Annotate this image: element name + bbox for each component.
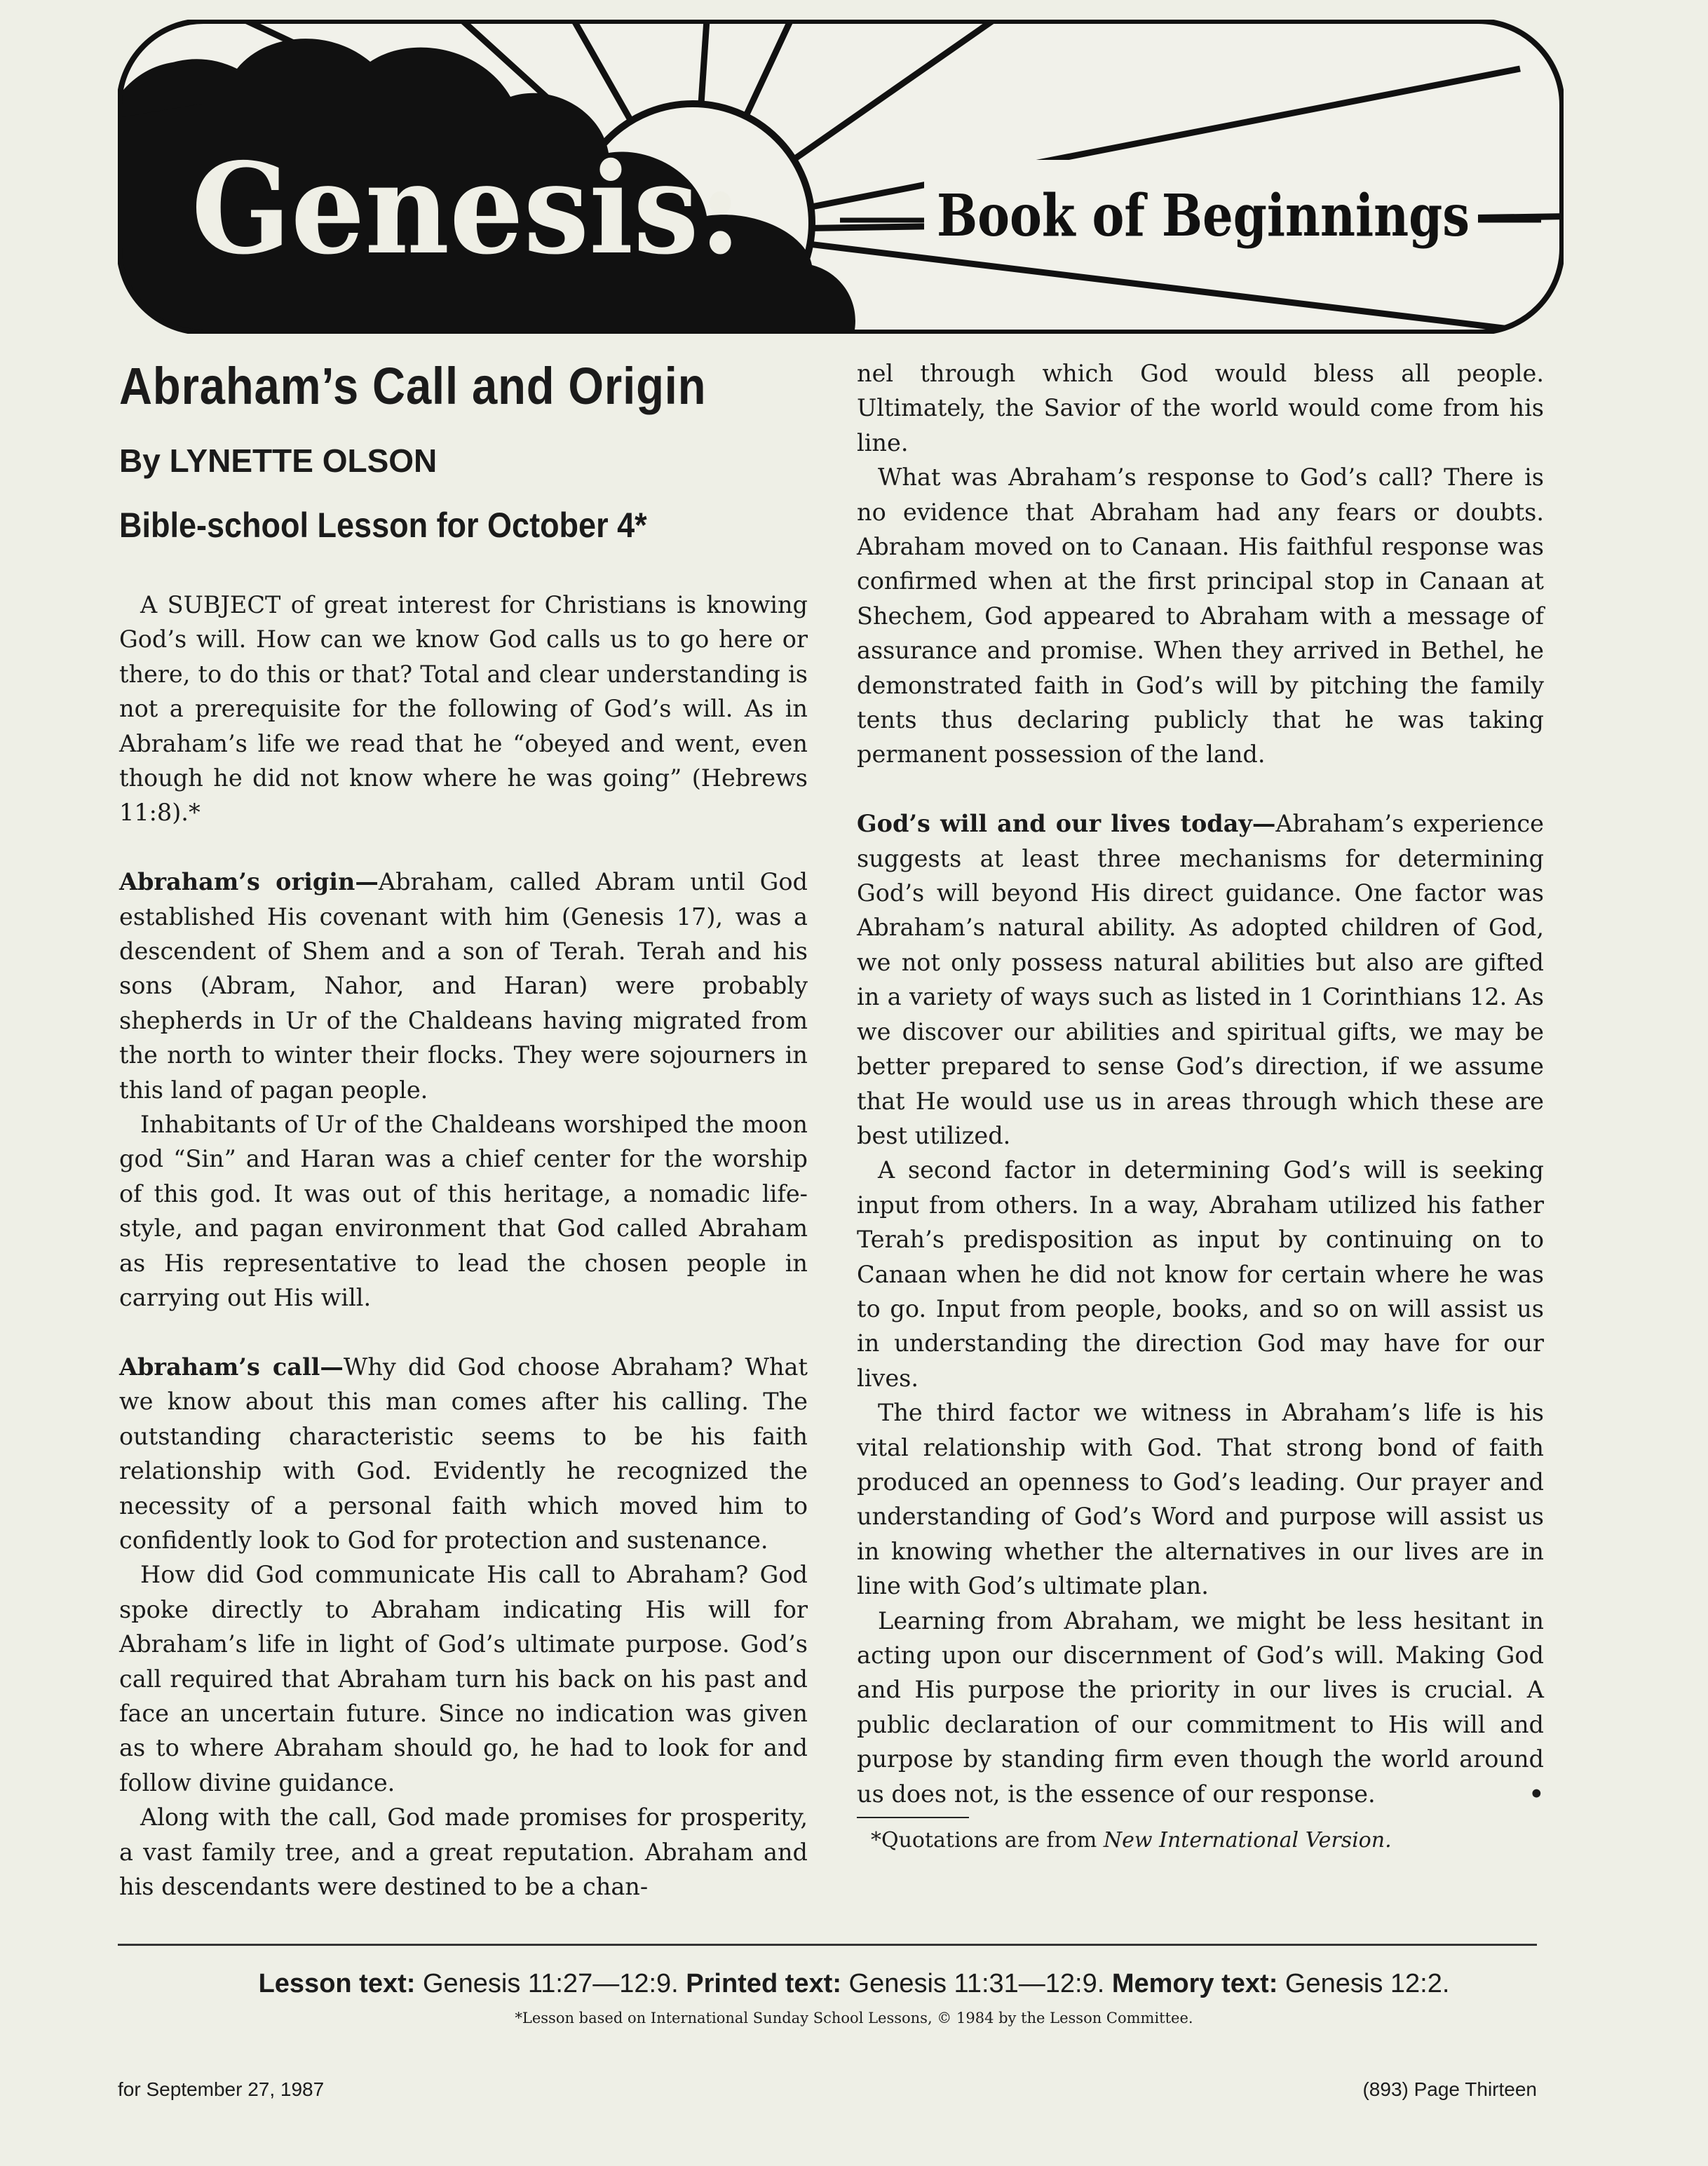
paragraph: Inhabitants of Ur of the Chaldeans worshiped the moon god “Sin” and Haran was a chief center for the worship of this god. It was out of this heritage, a nomadic life-style, and pagan environment that God called Abraham as His representative to lead the chosen people in carrying out His will. [119, 1111, 808, 1312]
right-column [857, 356, 1544, 1856]
paragraph-body: Why did God choose Abraham? What we know about this man comes after his calling. The outstanding characteristic seems to be his faith relationship with God. Evidently he recognized the necessity of a personal faith which moved him to confidently look to God for protection and sustenance. [119, 1353, 808, 1554]
printed-text-label: Printed text: [686, 1969, 841, 1998]
left-column [119, 588, 808, 1904]
paragraph: What was Abraham’s response to God’s call? There is no evidence that Abraham had any fears or doubts. Abraham moved on to Canaan. His faithful response was confirmed when at the first principal stop in Canaan at Shechem, God appeared to Abraham with a message of assurance and promise. When they arrived in Bethel, he demonstrated faith in God’s will by pitching the family tents thus declaring publicly that he was taking permanent possession of the land. [857, 463, 1544, 769]
paragraph-body: Abraham, called Abram until God established His covenant with him (Genesis 17), was a descendent of Shem and a son of Terah. Terah and his sons (Abram, Nahor, and Haran) were probably shepherds in Ur of the Chaldeans having migrated from the north to winter their flocks. They were sojourners in this land of pagan people. [119, 868, 808, 1104]
memory-text-label: Memory text: [1111, 1969, 1278, 1998]
lesson-text-label: Lesson text: [258, 1969, 416, 1998]
paragraph: A SUBJECT of great interest for Christians is knowing God’s will. How can we know God calls us to go here or there, to do this or that? Total and clear understanding is not a prerequisite for the following of God’s will. As in Abraham’s life we read that he “obeyed and went, even though he did not know where he was going” (Hebrews 11:8).* [119, 591, 808, 827]
paragraph [119, 865, 808, 1107]
paragraph: A second factor in determining God’s will is seeking input from others. In a way, Abraham utilized his father Terah’s predisposition as input by continuing on to Canaan when he did not know for certain where he was to go. Input from people, books, and so on will assist us in understanding the direction God may have for our lives. [857, 1156, 1544, 1392]
article-title: Abraham’s Call and Origin [119, 357, 707, 415]
footer-date: for September 27, 1987 [118, 2078, 325, 2100]
lesson-text-value: Genesis 11:27—12:9. [422, 1969, 679, 1998]
paragraph-body: Learning from Abraham, we might be less hesitant in acting upon our discernment of God’s will. Making God and His purpose the priority in our lives is crucial. A public declaration of our commitment to His will and purpose by standing firm even though the world around us does not, is the essence of our response. [857, 1606, 1544, 1808]
byline: By LYNETTE OLSON [119, 442, 438, 479]
footnote-rule [857, 1817, 969, 1818]
paragraph: Along with the call, God made promises for prosperity, a vast family tree, and a great reputation. Abraham and his descendants were destined to be a chan- [119, 1803, 808, 1900]
paragraph [857, 806, 1544, 1153]
banner-subtitle: Book of Beginnings [937, 182, 1470, 250]
paragraph-body: Abraham’s experience suggests at least three mechanisms for determining God’s will beyond His direct guidance. One factor was Abraham’s natural ability. As adopted children of God, we not only possess natural abilities but also are gifted in a variety of ways such as listed in 1 Corinthians 12. As we discover our abilities and spiritual gifts, we may be better prepared to sense God’s direction, if we assume that He would use us in areas through which these are best utilized. [857, 810, 1544, 1149]
section-heading: Abraham’s call— [119, 1353, 344, 1381]
lesson-note: *Lesson based on International Sunday School Lessons, © 1984 by the Lesson Committee. [515, 2010, 1193, 2026]
genesis-banner [118, 20, 1564, 334]
banner-title: Genesis: [191, 135, 742, 282]
printed-text-value: Genesis 11:31—12:9. [848, 1969, 1105, 1998]
paragraph: The third factor we witness in Abraham’s life is his vital relationship with God. That strong bond of faith produced an openness to God’s leading. Our prayer and understanding of God’s Word and purpose will assist us in knowing whether the alternatives in our lives are in line with God’s ultimate plan. [857, 1399, 1544, 1600]
memory-text-value: Genesis 12:2. [1285, 1969, 1450, 1998]
footnote: *Quotations are from New International Version. [871, 1828, 1392, 1853]
section-heading: Abraham’s origin— [119, 868, 379, 896]
divider [118, 1944, 1537, 1946]
lesson-texts [0, 1969, 1708, 1999]
lesson-subtitle: Bible-school Lesson for October 4* [119, 506, 647, 545]
paragraph: How did God communicate His call to Abraham? God spoke directly to Abraham indicating His will for Abraham’s life in light of God’s ultimate purpose. God’s call required that Abraham turn his back on his past and face an uncertain future. Since no indication was given as to where Abraham should go, he had to look for and follow divine guidance. [119, 1561, 808, 1796]
paragraph [119, 1350, 808, 1557]
end-mark: • [1529, 1780, 1544, 1808]
footer-page-number: (893) Page Thirteen [1362, 2078, 1537, 2100]
paragraph [857, 1604, 1544, 1811]
section-heading: God’s will and our lives today— [857, 810, 1276, 838]
paragraph: nel through which God would bless all people. Ultimately, the Savior of the world would come from his line. [857, 360, 1544, 456]
